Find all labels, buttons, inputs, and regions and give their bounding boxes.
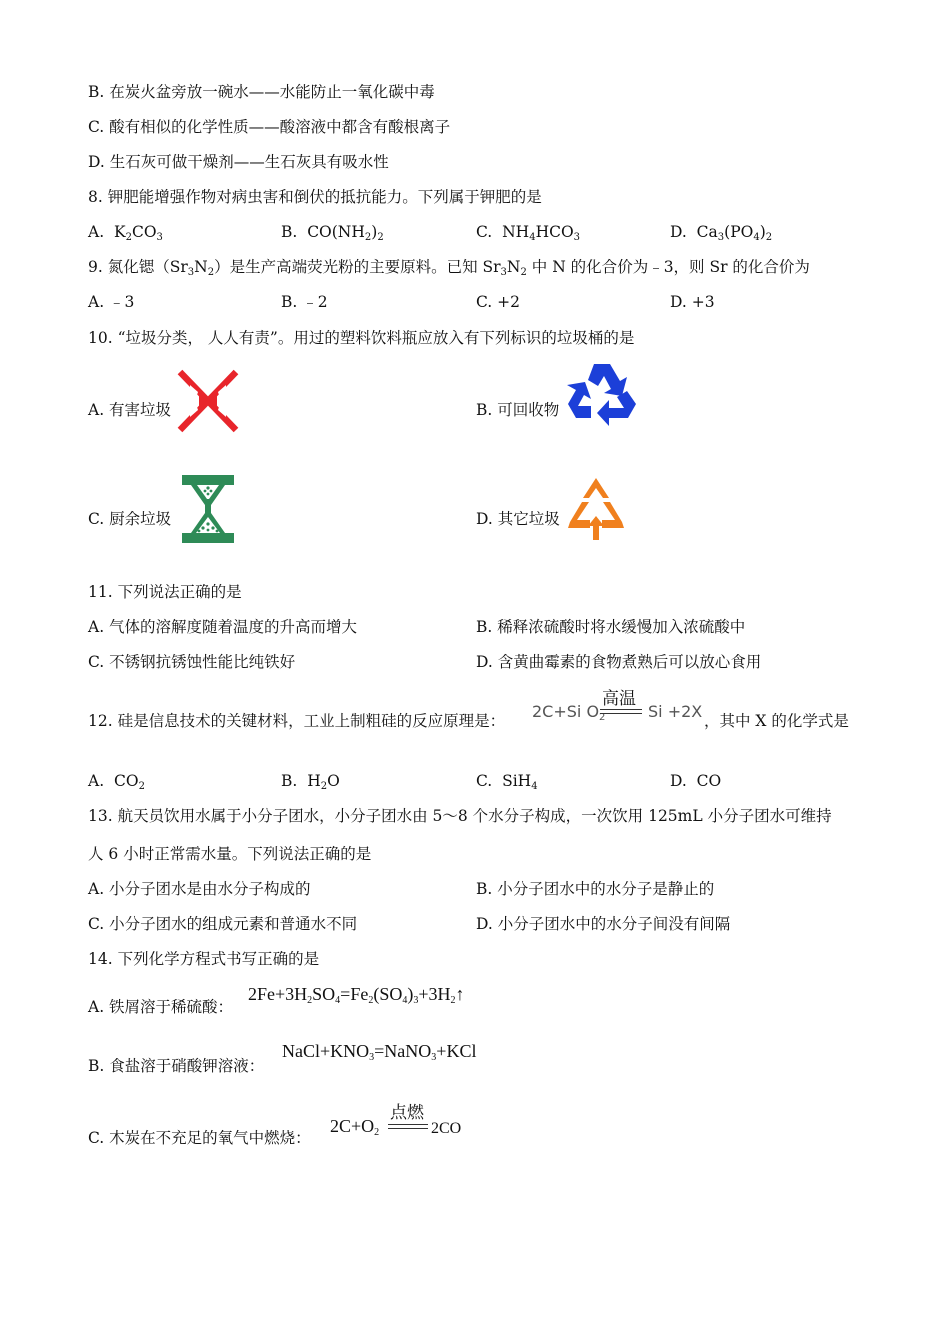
q7-option-c: C. 酸有相似的化学性质——酸溶液中都含有酸根离子 [88,118,451,136]
q14-option-c-bar-top [388,1124,428,1125]
q10-option-d: D. 其它垃圾 [476,510,560,528]
q12-equation-bar-top [600,709,642,710]
q9-option-c: C. +2 [476,293,521,311]
q11-option-c: C. 不锈钢抗锈蚀性能比纯铁好 [88,653,296,671]
q14-option-b-equation: $NaCl+KNO_3=NaNO_3+KCl$ [282,1041,477,1063]
q13-stem-line2: 人 6 小时正常需水量。下列说法正确的是 [88,845,372,863]
q9-stem: 9. 氮化锶$(Sr_3N_2)$是生产高端荧光粉的主要原料。已知 $Sr_3N_2$ 中 N 的化合价为﹣3，则 Sr 的化合价为 [88,258,810,278]
q12-equation-condition: 高温 [602,689,636,709]
hazardous-waste-icon [176,368,240,434]
q11-option-b: B. 稀释浓硫酸时将水缓慢加入浓硫酸中 [476,618,746,636]
q13-option-c: C. 小分子团水的组成元素和普通水不同 [88,915,358,933]
q13-option-a: A. 小分子团水是由水分子构成的 [88,880,311,898]
q12-option-c: C. SiH$_4$ [476,772,538,792]
q12-equation-left: 2C+Si $O_2$ [532,702,606,723]
q14-option-a-label: A. 铁屑溶于稀硫酸： [88,998,234,1016]
q14-option-c-equation-right: 2CO [431,1120,462,1137]
q8-stem: 8. 钾肥能增强作物对病虫害和倒伏的抵抗能力。下列属于钾肥的是 [88,188,542,206]
q12-option-b: B. $H_2O$ [281,772,340,792]
q13-option-b: B. 小分子团水中的水分子是静止的 [476,880,715,898]
q14-option-c-label: C. 木炭在不充足的氧气中燃烧： [88,1129,311,1147]
q13-option-d: D. 小分子团水中的水分子间没有间隔 [476,915,731,933]
q12-stem-pre: 12. 硅是信息技术的关键材料，工业上制粗硅的反应原理是： [88,712,506,730]
q9-option-b: B. ﹣2 [281,293,328,311]
q14-option-b-label: B. 食盐溶于硝酸钾溶液： [88,1057,265,1075]
q13-stem-line1: 13. 航天员饮用水属于小分子团水，小分子团水由 5～8 个水分子构成，一次饮用 125mL 小分子团水可维持 [88,807,832,825]
q12-equation-bar-bottom [600,713,642,714]
q8-option-b: B. $CO(NH_2)_2$ [281,223,384,243]
q14-stem: 14. 下列化学方程式书写正确的是 [88,950,320,968]
q11-stem: 11. 下列说法正确的是 [88,583,242,601]
q12-option-a: A. $CO_2$ [88,772,145,792]
q12-option-d: D. CO [670,772,722,790]
q8-option-c: C. $NH_4HCO_3$ [476,223,581,243]
kitchen-waste-icon [178,472,238,546]
q7-option-b: B. 在炭火盆旁放一碗水——水能防止一氧化碳中毒 [88,83,435,101]
q14-option-c-equation-left: $2C+O_2$ [330,1116,380,1138]
q10-option-b: B. 可回收物 [476,401,560,419]
q10-option-c: C. 厨余垃圾 [88,510,172,528]
q10-option-a: A. 有害垃圾 [88,401,172,419]
q11-option-d: D. 含黄曲霉素的食物煮熟后可以放心食用 [476,653,762,671]
q7-option-d: D. 生石灰可做干燥剂——生石灰具有吸水性 [88,153,389,171]
q14-option-a-equation: $2Fe+3H_2SO_4=Fe_2(SO_4)_3+3H_2↑$ [248,984,465,1006]
q14-option-c-condition: 点燃 [390,1103,424,1123]
q9-option-d: D. +3 [670,293,715,311]
recycle-icon [564,360,640,434]
q12-stem-post: ，其中 X 的化学式是 [704,712,849,730]
q9-option-a: A. ﹣3 [88,293,135,311]
q8-option-d: D. $Ca_3(PO_4)_2$ [670,223,773,243]
q12-equation-right: Si +2X [648,702,703,721]
q10-stem: 10. “垃圾分类， 人人有责”。用过的塑料饮料瓶应放入有下列标识的垃圾桶的是 [88,329,635,347]
q8-option-a: A. $K_2CO_3$ [88,223,163,243]
other-waste-icon [566,476,626,542]
q11-option-a: A. 气体的溶解度随着温度的升高而增大 [88,618,358,636]
q14-option-c-bar-bottom [388,1128,428,1129]
